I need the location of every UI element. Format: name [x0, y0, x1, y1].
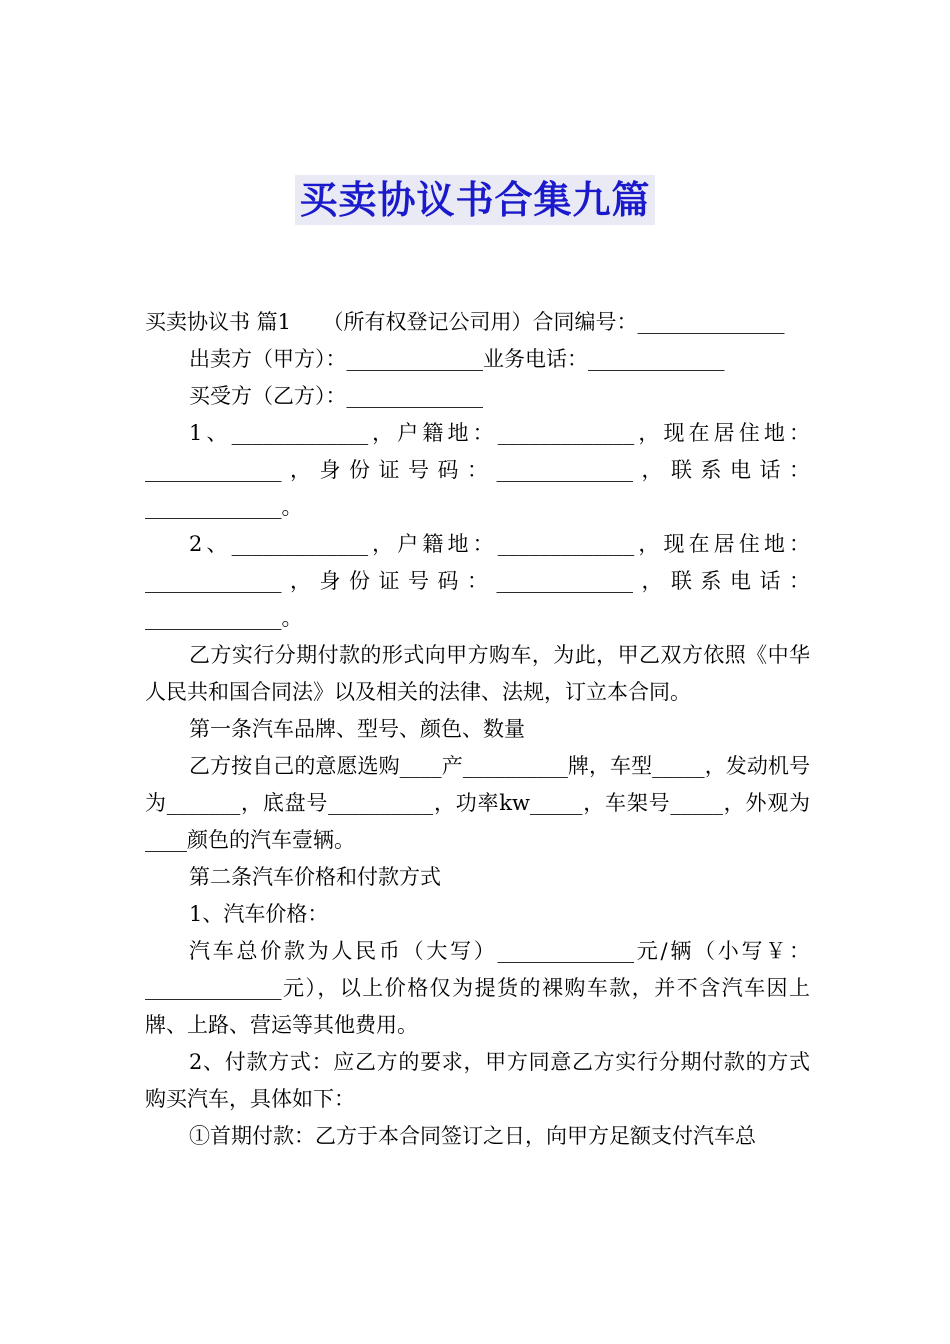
paragraph: ①首期付款：乙方于本合同签订之日，向甲方足额支付汽车总 — [189, 1124, 756, 1148]
paragraph: 乙方实行分期付款的形式向甲方购车，为此，甲乙双方依照《中华人民共和国合同法》以及相关的法律、法规，订立本合同。 — [145, 643, 810, 704]
document-body — [145, 304, 810, 1155]
paragraph: 汽车总价款为人民币（大写）_____________元/辆（小写￥：_____________元），以上价格仅为提货的裸购车款，并不含汽车因上牌、上路、营运等其他费用。 — [145, 939, 810, 1037]
document-title: 买卖协议书合集九篇 — [295, 175, 654, 225]
paragraph: 2、_____________，户籍地：_____________，现在居住地：_____________，身份证号码：_____________，联系电话：_____________。 — [145, 532, 810, 630]
title-area — [0, 175, 950, 225]
paragraph: 2、付款方式：应乙方的要求，甲方同意乙方实行分期付款的方式购买汽车，具体如下： — [145, 1050, 810, 1111]
paragraph: 1、汽车价格： — [189, 902, 329, 926]
paragraph: 买受方（乙方）：_____________ — [189, 384, 483, 408]
section-heading: 第二条汽车价格和付款方式 — [189, 865, 441, 889]
paragraph: 乙方按自己的意愿选购____产__________牌，车型_____，发动机号为_______，底盘号__________，功率kw_____，车架号_____，外观为____颜色的汽车壹辆。 — [145, 754, 810, 852]
paragraph: 1、_____________，户籍地：_____________，现在居住地：_____________，身份证号码：_____________，联系电话：_____________。 — [145, 421, 810, 519]
paragraph: 出卖方（甲方）：_____________业务电话：_____________ — [189, 347, 725, 371]
section-heading: 第一条汽车品牌、型号、颜色、数量 — [189, 717, 525, 741]
paragraph: 买卖协议书 篇1 （所有权登记公司用）合同编号：______________ — [145, 310, 785, 334]
